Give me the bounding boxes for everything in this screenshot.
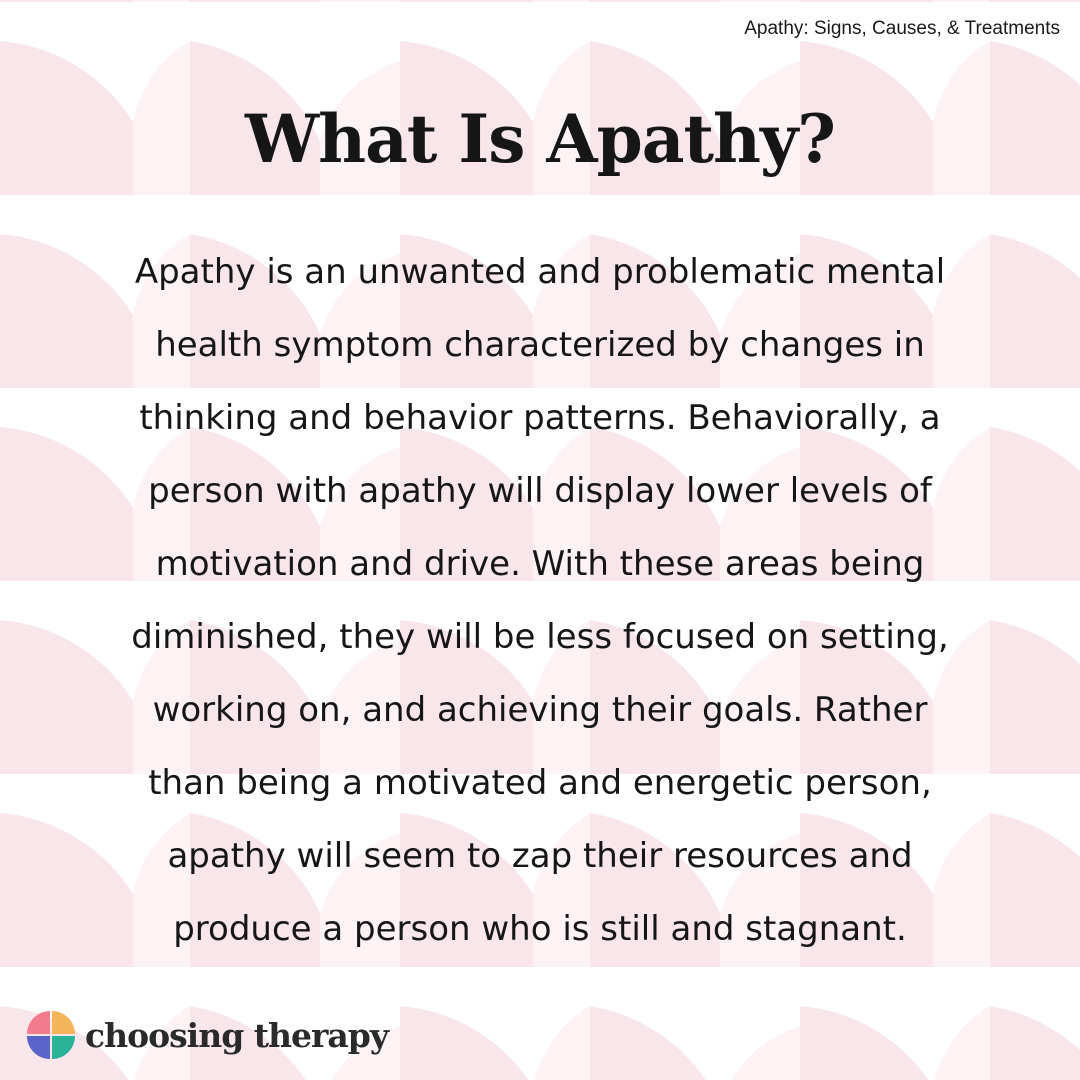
four-petal-logo-icon	[27, 1011, 75, 1059]
body-line: produce a person who is still and stagnant.	[173, 909, 907, 949]
page-title: What Is Apathy?	[245, 100, 835, 178]
body-line: person with apathy will display lower levels of	[148, 471, 932, 511]
body-line: Apathy is an unwanted and problematic mental	[134, 252, 946, 292]
body-line: motivation and drive. With these areas being	[155, 544, 925, 584]
brand-name: choosing therapy	[85, 1015, 389, 1055]
body-line: health symptom characterized by changes in	[155, 325, 925, 365]
body-line: working on, and achieving their goals. Rather	[152, 690, 928, 730]
series-tag: Apathy: Signs, Causes, & Treatments	[744, 18, 1060, 39]
body-line: diminished, they will be less focused on setting,	[131, 617, 949, 657]
body-line: apathy will seem to zap their resources and	[167, 836, 913, 876]
body-line: thinking and behavior patterns. Behaviorally, a	[139, 398, 941, 438]
body-line: than being a motivated and energetic person,	[148, 763, 932, 803]
brand-logo	[27, 1011, 388, 1059]
body-paragraph	[95, 236, 985, 966]
